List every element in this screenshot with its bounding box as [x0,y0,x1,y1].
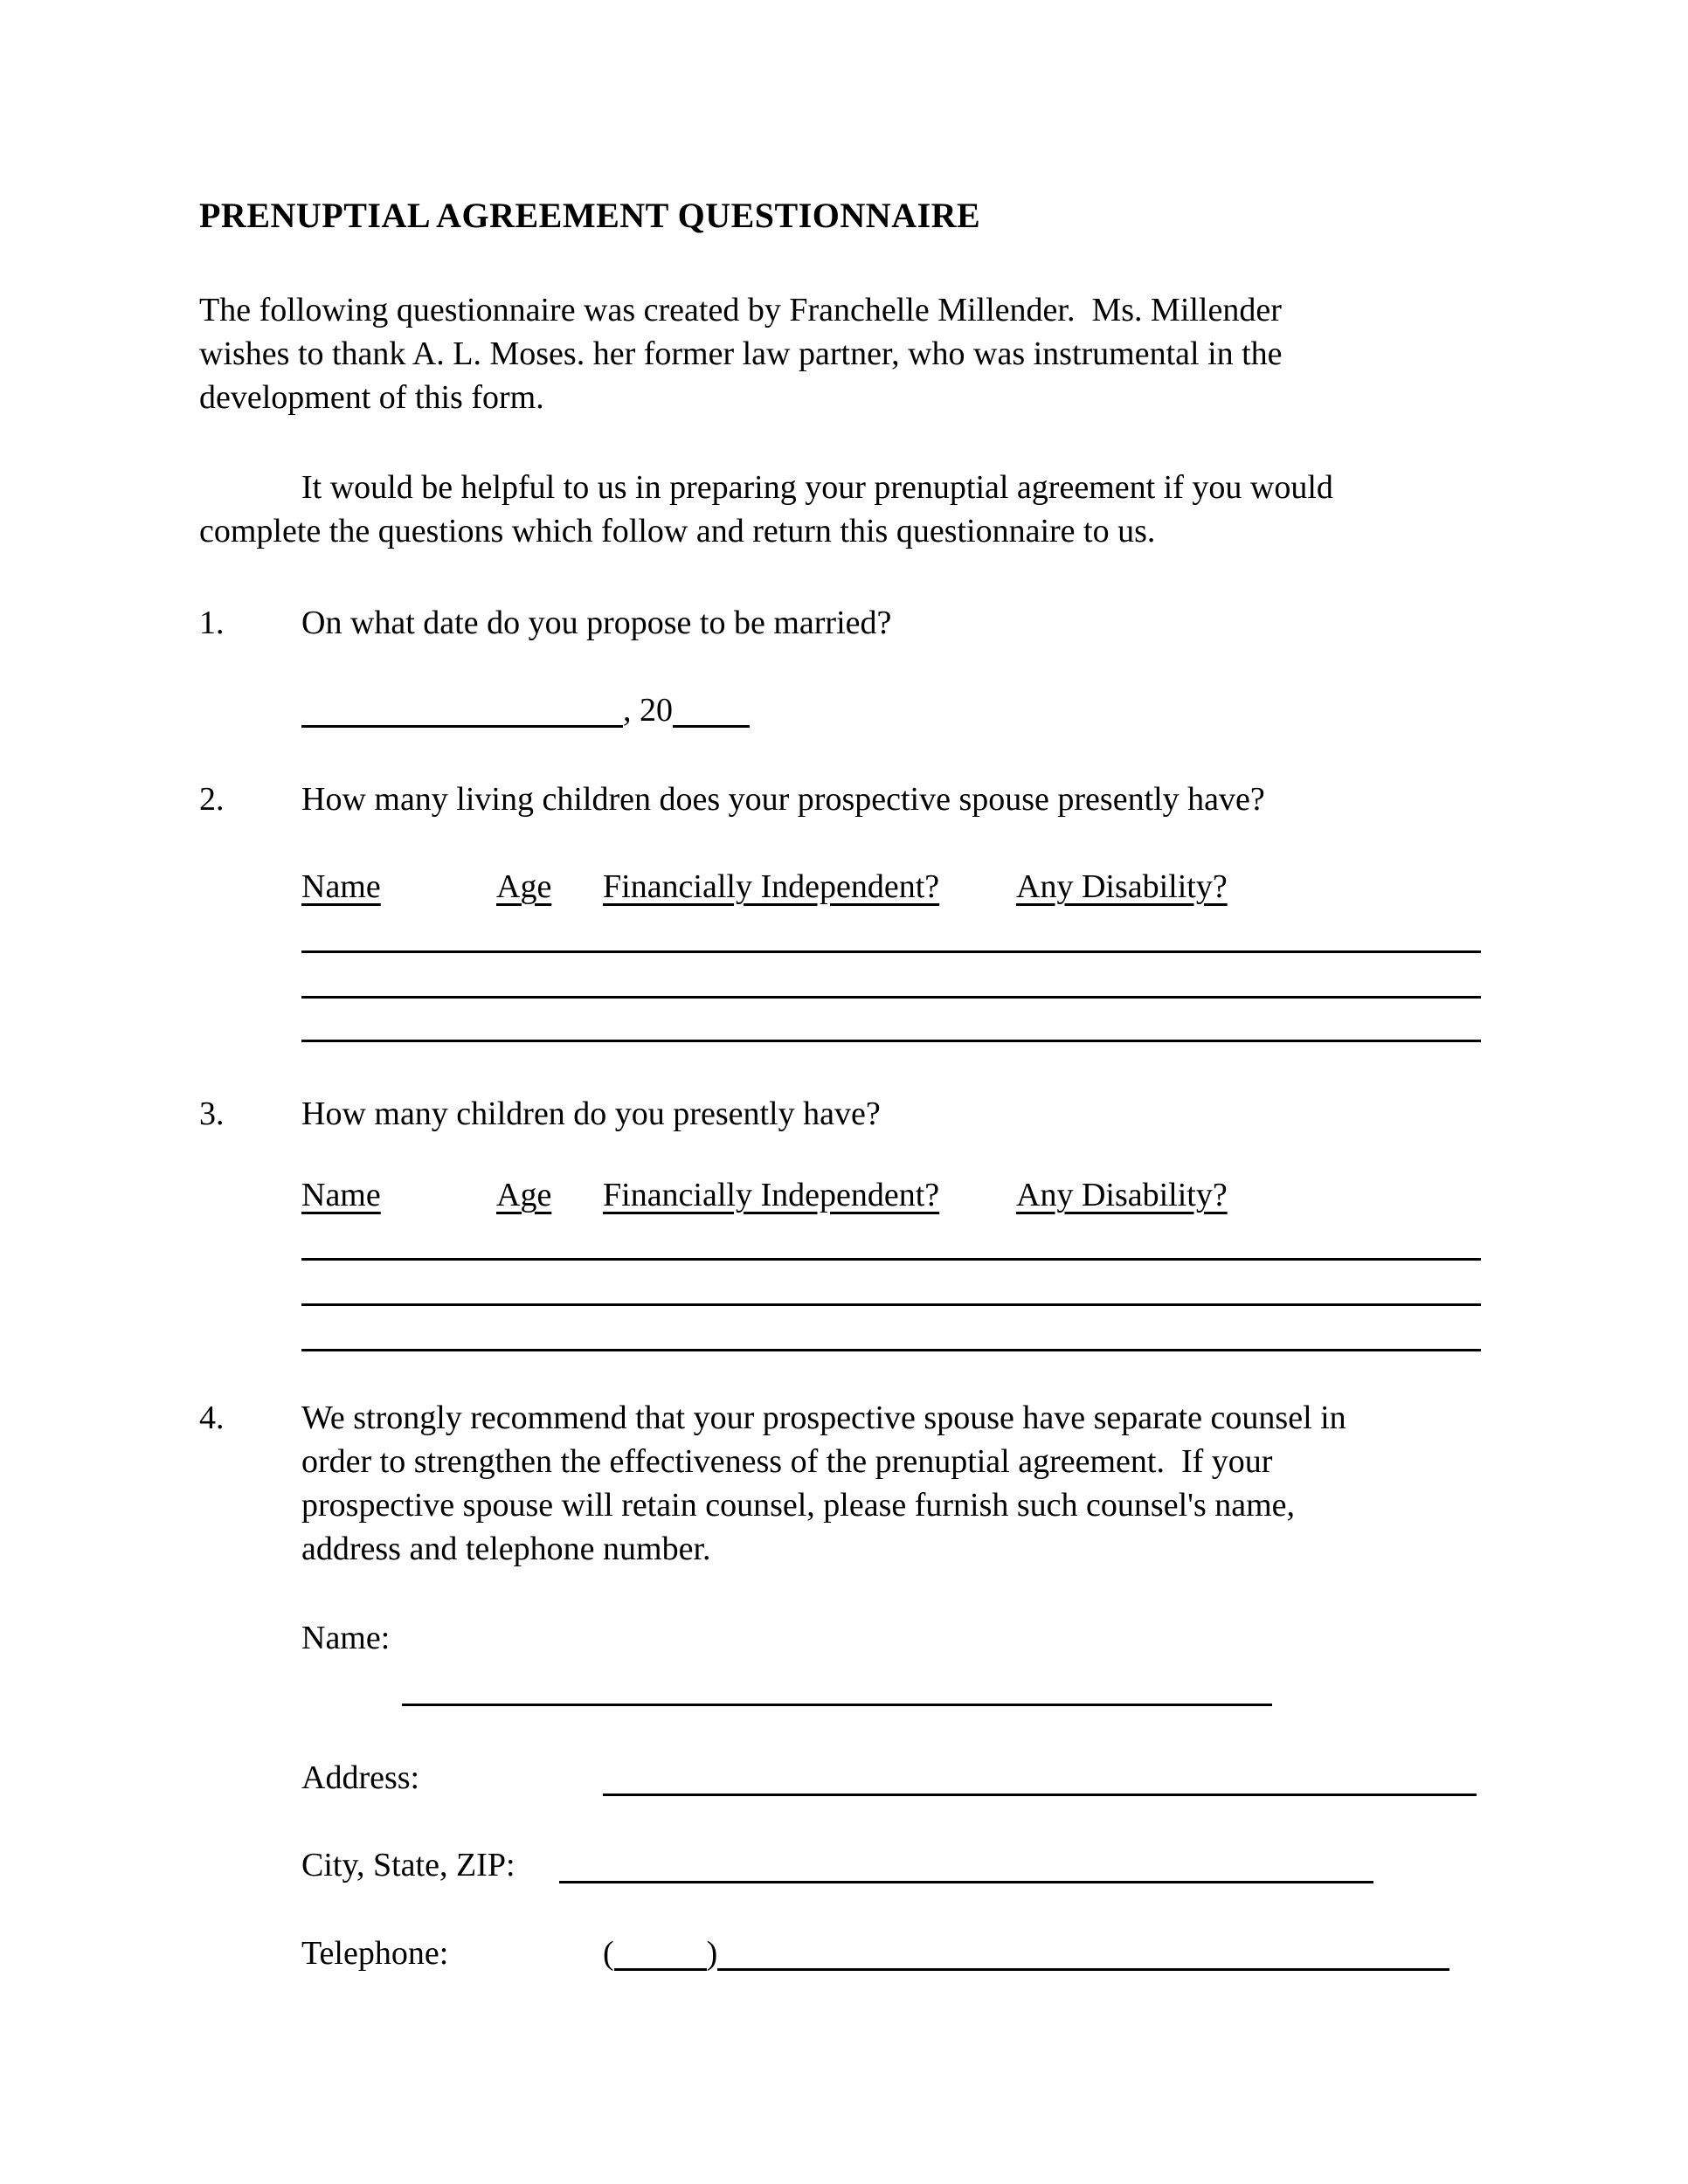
counsel-city-state-zip-field[interactable] [559,1881,1373,1883]
q2-header-name: Name [301,868,381,905]
question-4-number: 4. [199,1400,225,1436]
wedding-date-row [301,688,750,732]
question-4-line-2: order to strengthen the effectiveness of the prenuptial agreement. If your [301,1443,1273,1480]
q2-child-row-blank-1[interactable] [301,950,1481,953]
question-3-number: 3. [199,1095,225,1132]
helper-line-2: complete the questions which follow and return this questionnaire to us. [199,513,1156,549]
area-code-open-paren: ( [603,1935,614,1972]
q3-header-financially-independent: Financially Independent? [603,1177,940,1213]
intro-line-1: The following questionnaire was created by Franchelle Millender. Ms. Millender [199,292,1282,328]
page-title: PRENUPTIAL AGREEMENT QUESTIONNAIRE [199,196,981,235]
q3-header-age: Age [496,1177,552,1213]
helper-line-1: It would be helpful to us in preparing your prenuptial agreement if you would [301,469,1333,506]
area-code-field[interactable] [614,1966,707,1971]
question-1-text: On what date do you propose to be married? [301,605,892,641]
intro-line-2: wishes to thank A. L. Moses. her former law partner, who was instrumental in the [199,335,1283,372]
counsel-city-state-zip-label: City, State, ZIP: [301,1847,515,1883]
q3-header-name: Name [301,1177,381,1213]
intro-line-3: development of this form. [199,379,544,416]
counsel-name-field[interactable] [402,1704,1272,1706]
q3-child-row-blank-2[interactable] [301,1303,1481,1306]
wedding-date-blank[interactable] [301,723,623,728]
counsel-telephone-field[interactable] [717,1966,1449,1971]
question-4-line-3: prospective spouse will retain counsel, please furnish such counsel's name, [301,1487,1296,1524]
counsel-telephone-row [603,1932,1449,1975]
question-2-number: 2. [199,781,225,818]
counsel-name-label: Name: [301,1620,391,1656]
area-code-close-paren: ) [706,1935,718,1972]
wedding-year-prefix: , 20 [623,692,673,729]
q2-header-financially-independent: Financially Independent? [603,868,940,905]
q2-child-row-blank-2[interactable] [301,996,1481,999]
question-4-line-4: address and telephone number. [301,1531,711,1567]
counsel-address-field[interactable] [603,1794,1477,1796]
q3-header-any-disability: Any Disability? [1016,1177,1228,1213]
question-3-text: How many children do you presently have? [301,1095,881,1132]
q2-header-any-disability: Any Disability? [1016,868,1228,905]
question-4-line-1: We strongly recommend that your prospective spouse have separate counsel in [301,1400,1346,1436]
q3-child-row-blank-3[interactable] [301,1349,1481,1351]
q2-child-row-blank-3[interactable] [301,1040,1481,1042]
counsel-telephone-label: Telephone: [301,1935,449,1972]
question-1-number: 1. [199,605,225,641]
q3-child-row-blank-1[interactable] [301,1258,1481,1261]
q2-header-age: Age [496,868,552,905]
question-2-text: How many living children does your prospective spouse presently have? [301,781,1265,818]
counsel-address-label: Address: [301,1759,420,1796]
wedding-year-blank[interactable] [673,723,750,728]
